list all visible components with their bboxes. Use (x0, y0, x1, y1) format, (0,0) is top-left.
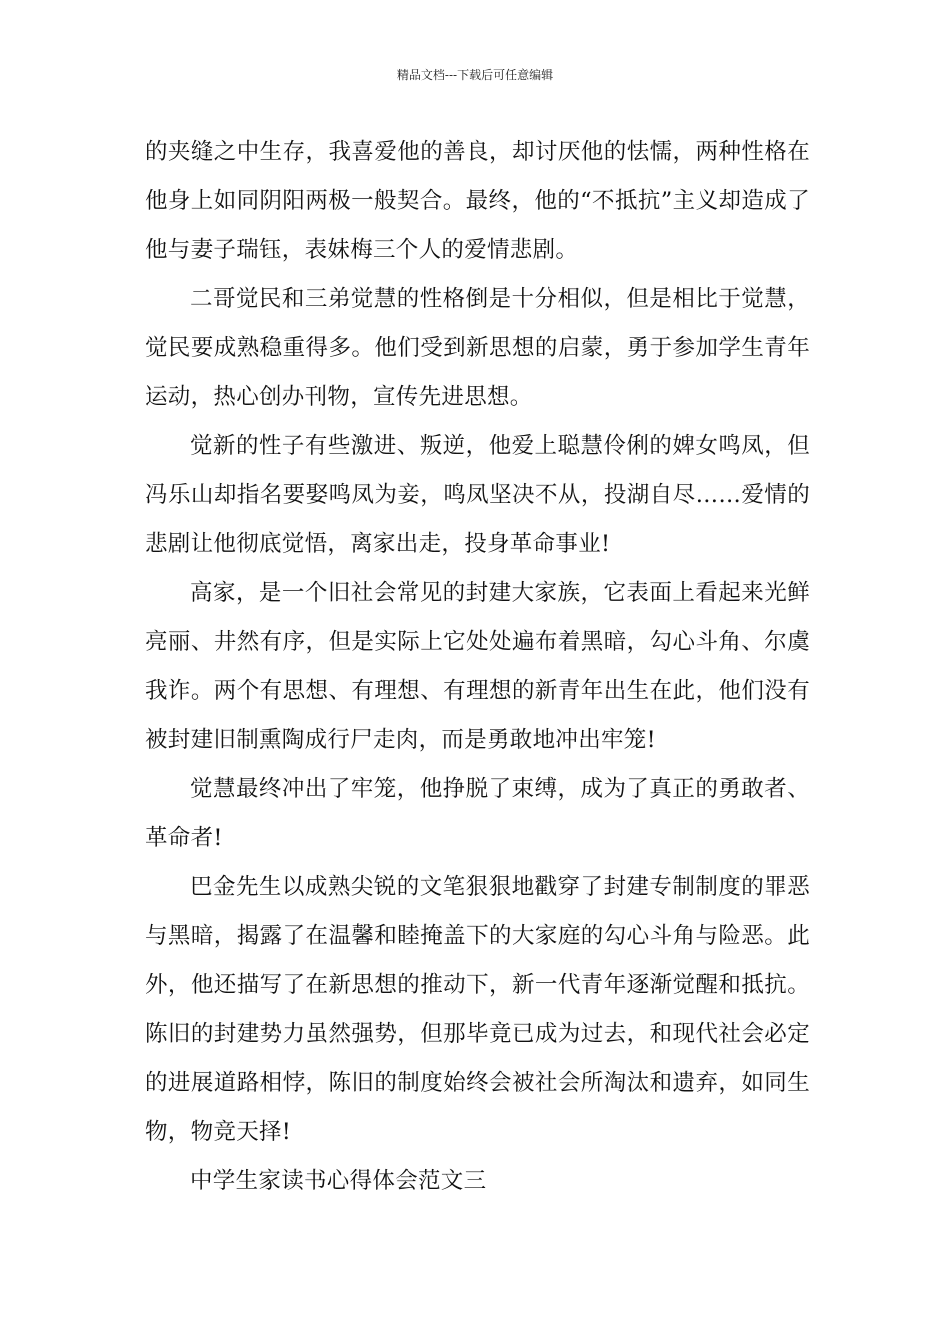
paragraph: 觉新的性子有些激进、叛逆，他爱上聪慧伶俐的婢女鸣凤，但冯乐山却指名要娶鸣凤为妾，鸣凤坚决不从，投湖自尽……爱情的悲剧让他彻底觉悟，离家出走，投身革命事业! (145, 433, 810, 557)
document-body (145, 128, 810, 1206)
paragraph: 二哥觉民和三弟觉慧的性格倒是十分相似，但是相比于觉慧，觉民要成熟稳重得多。他们受到新思想的启蒙，勇于参加学生青年运动，热心创办刊物，宣传先进思想。 (145, 286, 810, 410)
paragraph: 巴金先生以成熟尖锐的文笔狠狠地戳穿了封建专制制度的罪恶与黑暗，揭露了在温馨和睦掩盖下的大家庭的勾心斗角与险恶。此外，他还描写了在新思想的推动下，新一代青年逐渐觉醒和抵抗。陈旧的封建势力虽然强势，但那毕竟已成为过去，和现代社会必定的进展道路相悖，陈旧的制度始终会被社会所淘汰和遗弃，如同生物，物竞天择! (145, 874, 810, 1145)
paragraph-continued: 的夹缝之中生存，我喜爱他的善良，却讨厌他的怯懦，两种性格在他身上如同阴阳两极一般契合。最终，他的“不抵抗”主义却造成了他与妻子瑞钰，表妹梅三个人的爱情悲剧。 (145, 139, 810, 263)
paragraph: 高家，是一个旧社会常见的封建大家族，它表面上看起来光鲜亮丽、井然有序，但是实际上它处处遍布着黑暗，勾心斗角、尔虞我诈。两个有思想、有理想、有理想的新青年出生在此，他们没有被封建旧制熏陶成行尸走肉，而是勇敢地冲出牢笼! (145, 580, 810, 753)
paragraph: 觉慧最终冲出了牢笼，他挣脱了束缚，成为了真正的勇敢者、革命者! (145, 776, 810, 851)
page-header: 精品文档---下载后可任意编辑 (396, 68, 554, 82)
section-heading: 中学生家读书心得体会范文三 (190, 1168, 487, 1194)
